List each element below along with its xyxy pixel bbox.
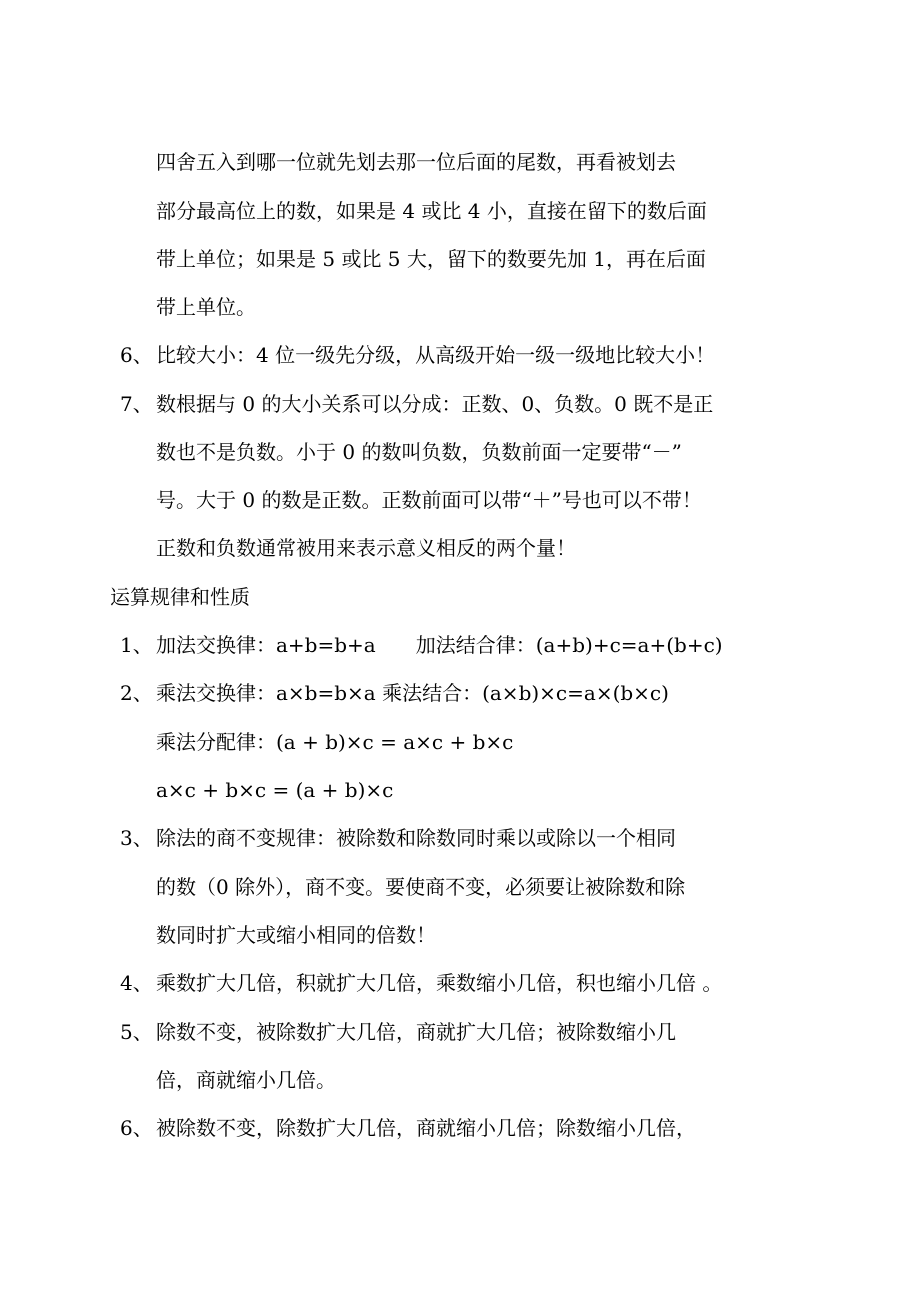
rule-6-number: 6、: [120, 1116, 153, 1140]
rule-3-line-2: 的数（0 除外），商不变。要使商不变，必须要让被除数和除: [156, 875, 686, 899]
rounding-line-2: 部分最高位上的数，如果是 4 或比 4 小，直接在留下的数后面: [156, 199, 707, 223]
rule-6-line-1: 被除数不变，除数扩大几倍，商就缩小几倍；除数缩小几倍，: [156, 1116, 696, 1140]
rounding-line-1: 四舍五入到哪一位就先划去那一位后面的尾数，再看被划去: [156, 150, 676, 174]
rule-2-number: 2、: [120, 681, 153, 705]
item-7-line-2: 数也不是负数。小于 0 的数叫负数，负数前面一定要带“－”: [156, 440, 682, 464]
rule-5-number: 5、: [120, 1020, 153, 1044]
item-7-line-3: 号。大于 0 的数是正数。正数前面可以带“＋”号也可以不带！: [156, 488, 702, 512]
rule-4-line-1: 乘数扩大几倍，积就扩大几倍，乘数缩小几倍，积也缩小几倍 。: [156, 971, 723, 995]
rule-2-line-2: 乘法分配律：(a + b)×c = a×c + b×c: [156, 730, 514, 754]
item-7-number: 7、: [120, 392, 153, 416]
rounding-line-4: 带上单位。: [156, 295, 256, 319]
rule-3-line-3: 数同时扩大或缩小相同的倍数！: [156, 923, 436, 947]
rule-5-line-1: 除数不变，被除数扩大几倍，商就扩大几倍；被除数缩小几: [156, 1020, 676, 1044]
rule-2-line-3: a×c + b×c = (a + b)×c: [156, 778, 394, 802]
item-7-line-1: 数根据与 0 的大小关系可以分成：正数、0、负数。0 既不是正: [156, 392, 714, 416]
rule-1-line-1: 加法交换律：a+b=b+a 加法结合律：(a+b)+c=a+(b+c): [156, 633, 723, 657]
rule-2-line-1: 乘法交换律：a×b=b×a 乘法结合：(a×b)×c=a×(b×c): [156, 681, 669, 705]
item-6-number: 6、: [120, 343, 153, 367]
rounding-line-3: 带上单位；如果是 5 或比 5 大，留下的数要先加 1，再在后面: [156, 247, 706, 271]
rule-3-number: 3、: [120, 826, 153, 850]
rule-3-line-1: 除法的商不变规律：被除数和除数同时乘以或除以一个相同: [156, 826, 676, 850]
section-heading: 运算规律和性质: [110, 585, 250, 609]
item-7-line-4: 正数和负数通常被用来表示意义相反的两个量！: [156, 536, 576, 560]
item-6-text: 比较大小：4 位一级先分级，从高级开始一级一级地比较大小！: [156, 343, 716, 367]
rule-5-line-2: 倍，商就缩小几倍。: [156, 1068, 336, 1092]
rule-4-number: 4、: [120, 971, 153, 995]
rule-1-number: 1、: [120, 633, 153, 657]
